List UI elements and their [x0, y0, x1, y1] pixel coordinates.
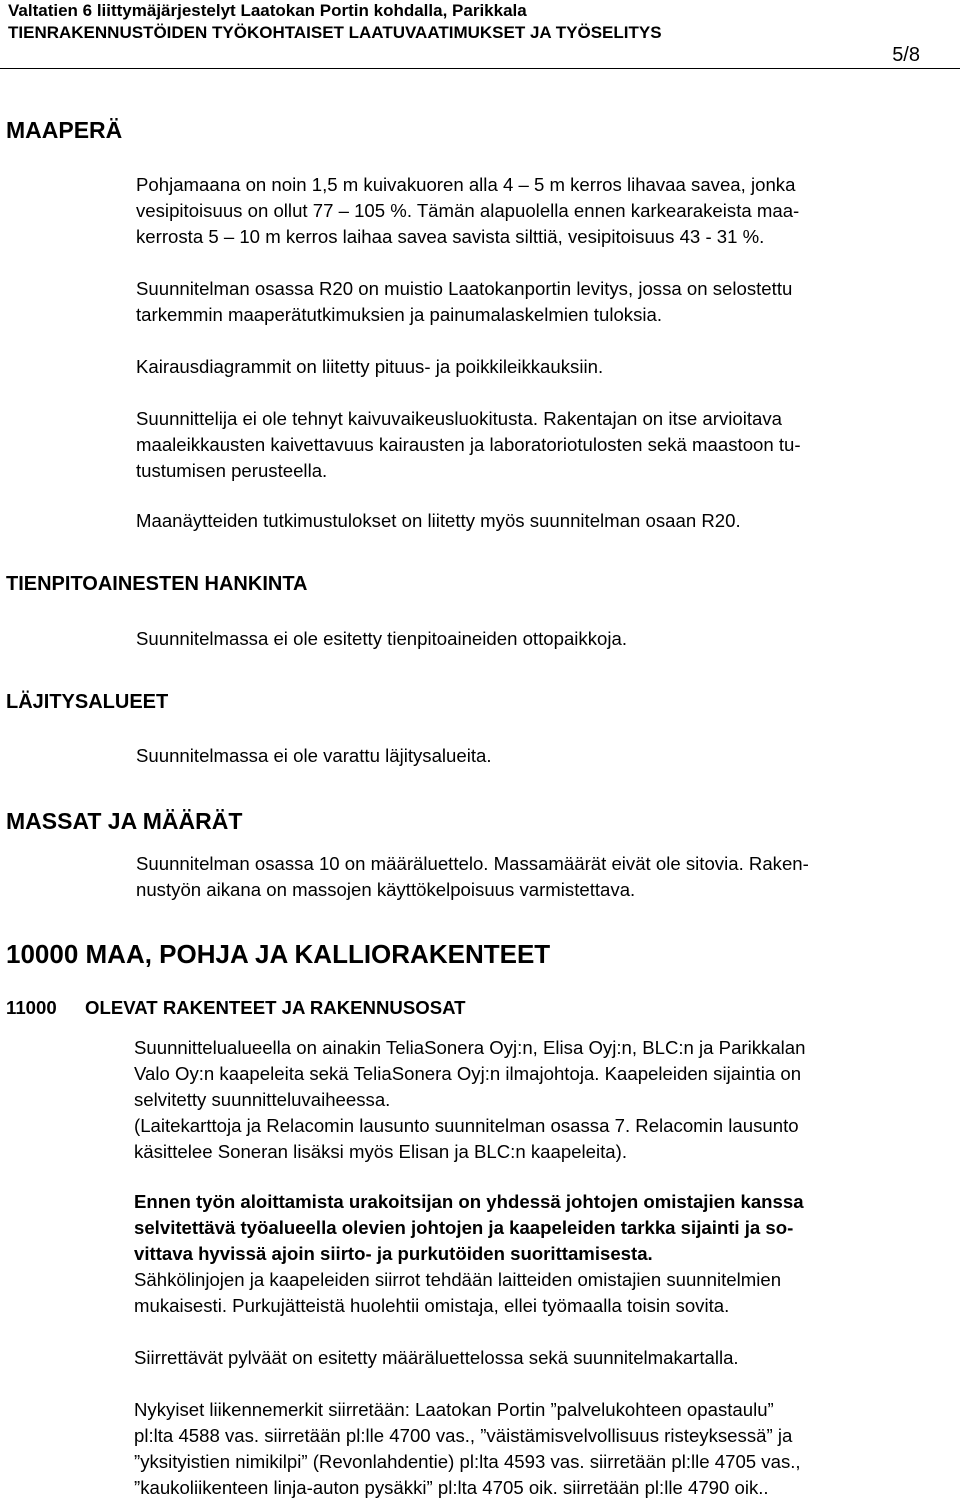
heading-massat-ja-maarat: MASSAT JA MÄÄRÄT: [6, 808, 243, 834]
text-line: Suunnitelman osassa 10 on määräluettelo. Massamäärät eivät ole sitovia. Raken-: [136, 853, 809, 874]
text-line: Kairausdiagrammit on liitetty pituus- ja poikkileikkauksiin.: [136, 356, 604, 377]
text-line: mukaisesti. Purkujätteistä huolehtii omistaja, ellei työmaalla toisin sovita.: [134, 1295, 730, 1316]
text-line: Maanäytteiden tutkimustulokset on liitetty myös suunnitelman osaan R20.: [136, 510, 741, 531]
text-line: tustumisen perusteella.: [136, 460, 328, 481]
text-line: Suunnitelman osassa R20 on muistio Laatokanportin levitys, jossa on selostettu: [136, 278, 793, 299]
text-line: vesipitoisuus on ollut 77 – 105 %. Tämän alapuolella ennen karkearakeista maa-: [136, 200, 800, 221]
heading-tienpitoainesten-hankinta: TIENPITOAINESTEN HANKINTA: [6, 573, 308, 595]
text-line: Sähkölinjojen ja kaapeleiden siirrot tehdään laitteiden omistajien suunnitelmien: [134, 1269, 782, 1290]
section-11000-paragraph-2: [134, 1189, 946, 1319]
text-line: Siirrettävät pylväät on esitetty määräluettelossa sekä suunnitelmakartalla.: [134, 1347, 739, 1368]
tienpito-text: [136, 626, 936, 652]
text-line: selvitetty suunnitteluvaiheessa.: [134, 1089, 391, 1110]
section-11000-paragraph-3: [134, 1345, 946, 1371]
maapera-paragraph-3: [136, 354, 936, 380]
text-line: käsittelee Soneran lisäksi myös Elisan ja BLC:n kaapeleita).: [134, 1141, 627, 1162]
text-line-bold: Ennen työn aloittamista urakoitsijan on yhdessä johtojen omistajien kanssa: [134, 1191, 804, 1212]
text-line: maaleikkausten kaivettavuus kairausten ja laboratoriotulosten sekä maastoon tu-: [136, 434, 801, 455]
header-divider: [0, 68, 960, 69]
section-11000-paragraph-4: [134, 1397, 946, 1501]
text-line: tarkemmin maaperätutkimuksien ja painumalaskelmien tuloksia.: [136, 304, 663, 325]
heading-10000: 10000 MAA, POHJA JA KALLIORAKENTEET: [6, 939, 551, 969]
heading-maapera: MAAPERÄ: [6, 117, 123, 143]
maapera-paragraph-5: [136, 508, 936, 534]
text-line: Valo Oy:n kaapeleita sekä TeliaSonera Oyj:n ilmajohtoja. Kaapeleiden sijaintia on: [134, 1063, 802, 1084]
massat-text: [136, 851, 936, 903]
maapera-paragraph-2: [136, 276, 936, 328]
text-line: ”kaukoliikenteen linja-auton pysäkki” pl:lta 4705 oik. siirretään pl:lle 4790 oik..: [134, 1477, 769, 1498]
header-project-title: Valtatien 6 liittymäjärjestelyt Laatokan Portin kohdalla, Parikkala: [8, 1, 527, 20]
text-line: Suunnitelmassa ei ole varattu läjitysalueita.: [136, 745, 492, 766]
text-line: (Laitekarttoja ja Relacomin lausunto suunnitelman osassa 7. Relacomin lausunto: [134, 1115, 799, 1136]
section-11000-paragraph-1: [134, 1035, 946, 1165]
text-line: ”yksityistien nimikilpi” (Revonlahdentie) pl:lta 4593 vas. siirretään pl:lle 4705 vas.,: [134, 1451, 801, 1472]
maapera-paragraph-1: [136, 172, 936, 250]
text-line-bold: selvitettävä työalueella olevien johtojen ja kaapeleiden tarkka sijainti ja so-: [134, 1217, 794, 1238]
text-line: nustyön aikana on massojen käyttökelpoisuus varmistettava.: [136, 879, 636, 900]
heading-lajitysalueet: LÄJITYSALUEET: [6, 691, 169, 713]
text-line: kerrosta 5 – 10 m kerros laihaa savea savista silttiä, vesipitoisuus 43 - 31 %.: [136, 226, 765, 247]
lajitys-text: [136, 743, 936, 769]
text-line: Suunnittelualueella on ainakin TeliaSonera Oyj:n, Elisa Oyj:n, BLC:n ja Parikkalan: [134, 1037, 806, 1058]
text-line: pl:lta 4588 vas. siirretään pl:lle 4700 vas., ”väistämisvelvollisuus risteyksessä” ja: [134, 1425, 793, 1446]
document-header: [8, 0, 958, 44]
page-number: 5/8: [892, 44, 920, 66]
section-11000-title: OLEVAT RAKENTEET JA RAKENNUSOSAT: [85, 997, 466, 1018]
text-line: Pohjamaana on noin 1,5 m kuivakuoren alla 4 – 5 m kerros lihavaa savea, jonka: [136, 174, 796, 195]
text-line: Suunnitelmassa ei ole esitetty tienpitoaineiden ottopaikkoja.: [136, 628, 627, 649]
section-11000-number: 11000: [6, 997, 57, 1018]
text-line: Suunnittelija ei ole tehnyt kaivuvaikeusluokitusta. Rakentajan on itse arvioitava: [136, 408, 782, 429]
header-document-title: TIENRAKENNUSTÖIDEN TYÖKOHTAISET LAATUVAATIMUKSET JA TYÖSELITYS: [8, 23, 662, 42]
text-line-bold: vittava hyvissä ajoin siirto- ja purkutöiden suorittamisesta.: [134, 1243, 653, 1264]
text-line: Nykyiset liikennemerkit siirretään: Laatokan Portin ”palvelukohteen opastaulu”: [134, 1399, 774, 1420]
maapera-paragraph-4: [136, 406, 936, 484]
